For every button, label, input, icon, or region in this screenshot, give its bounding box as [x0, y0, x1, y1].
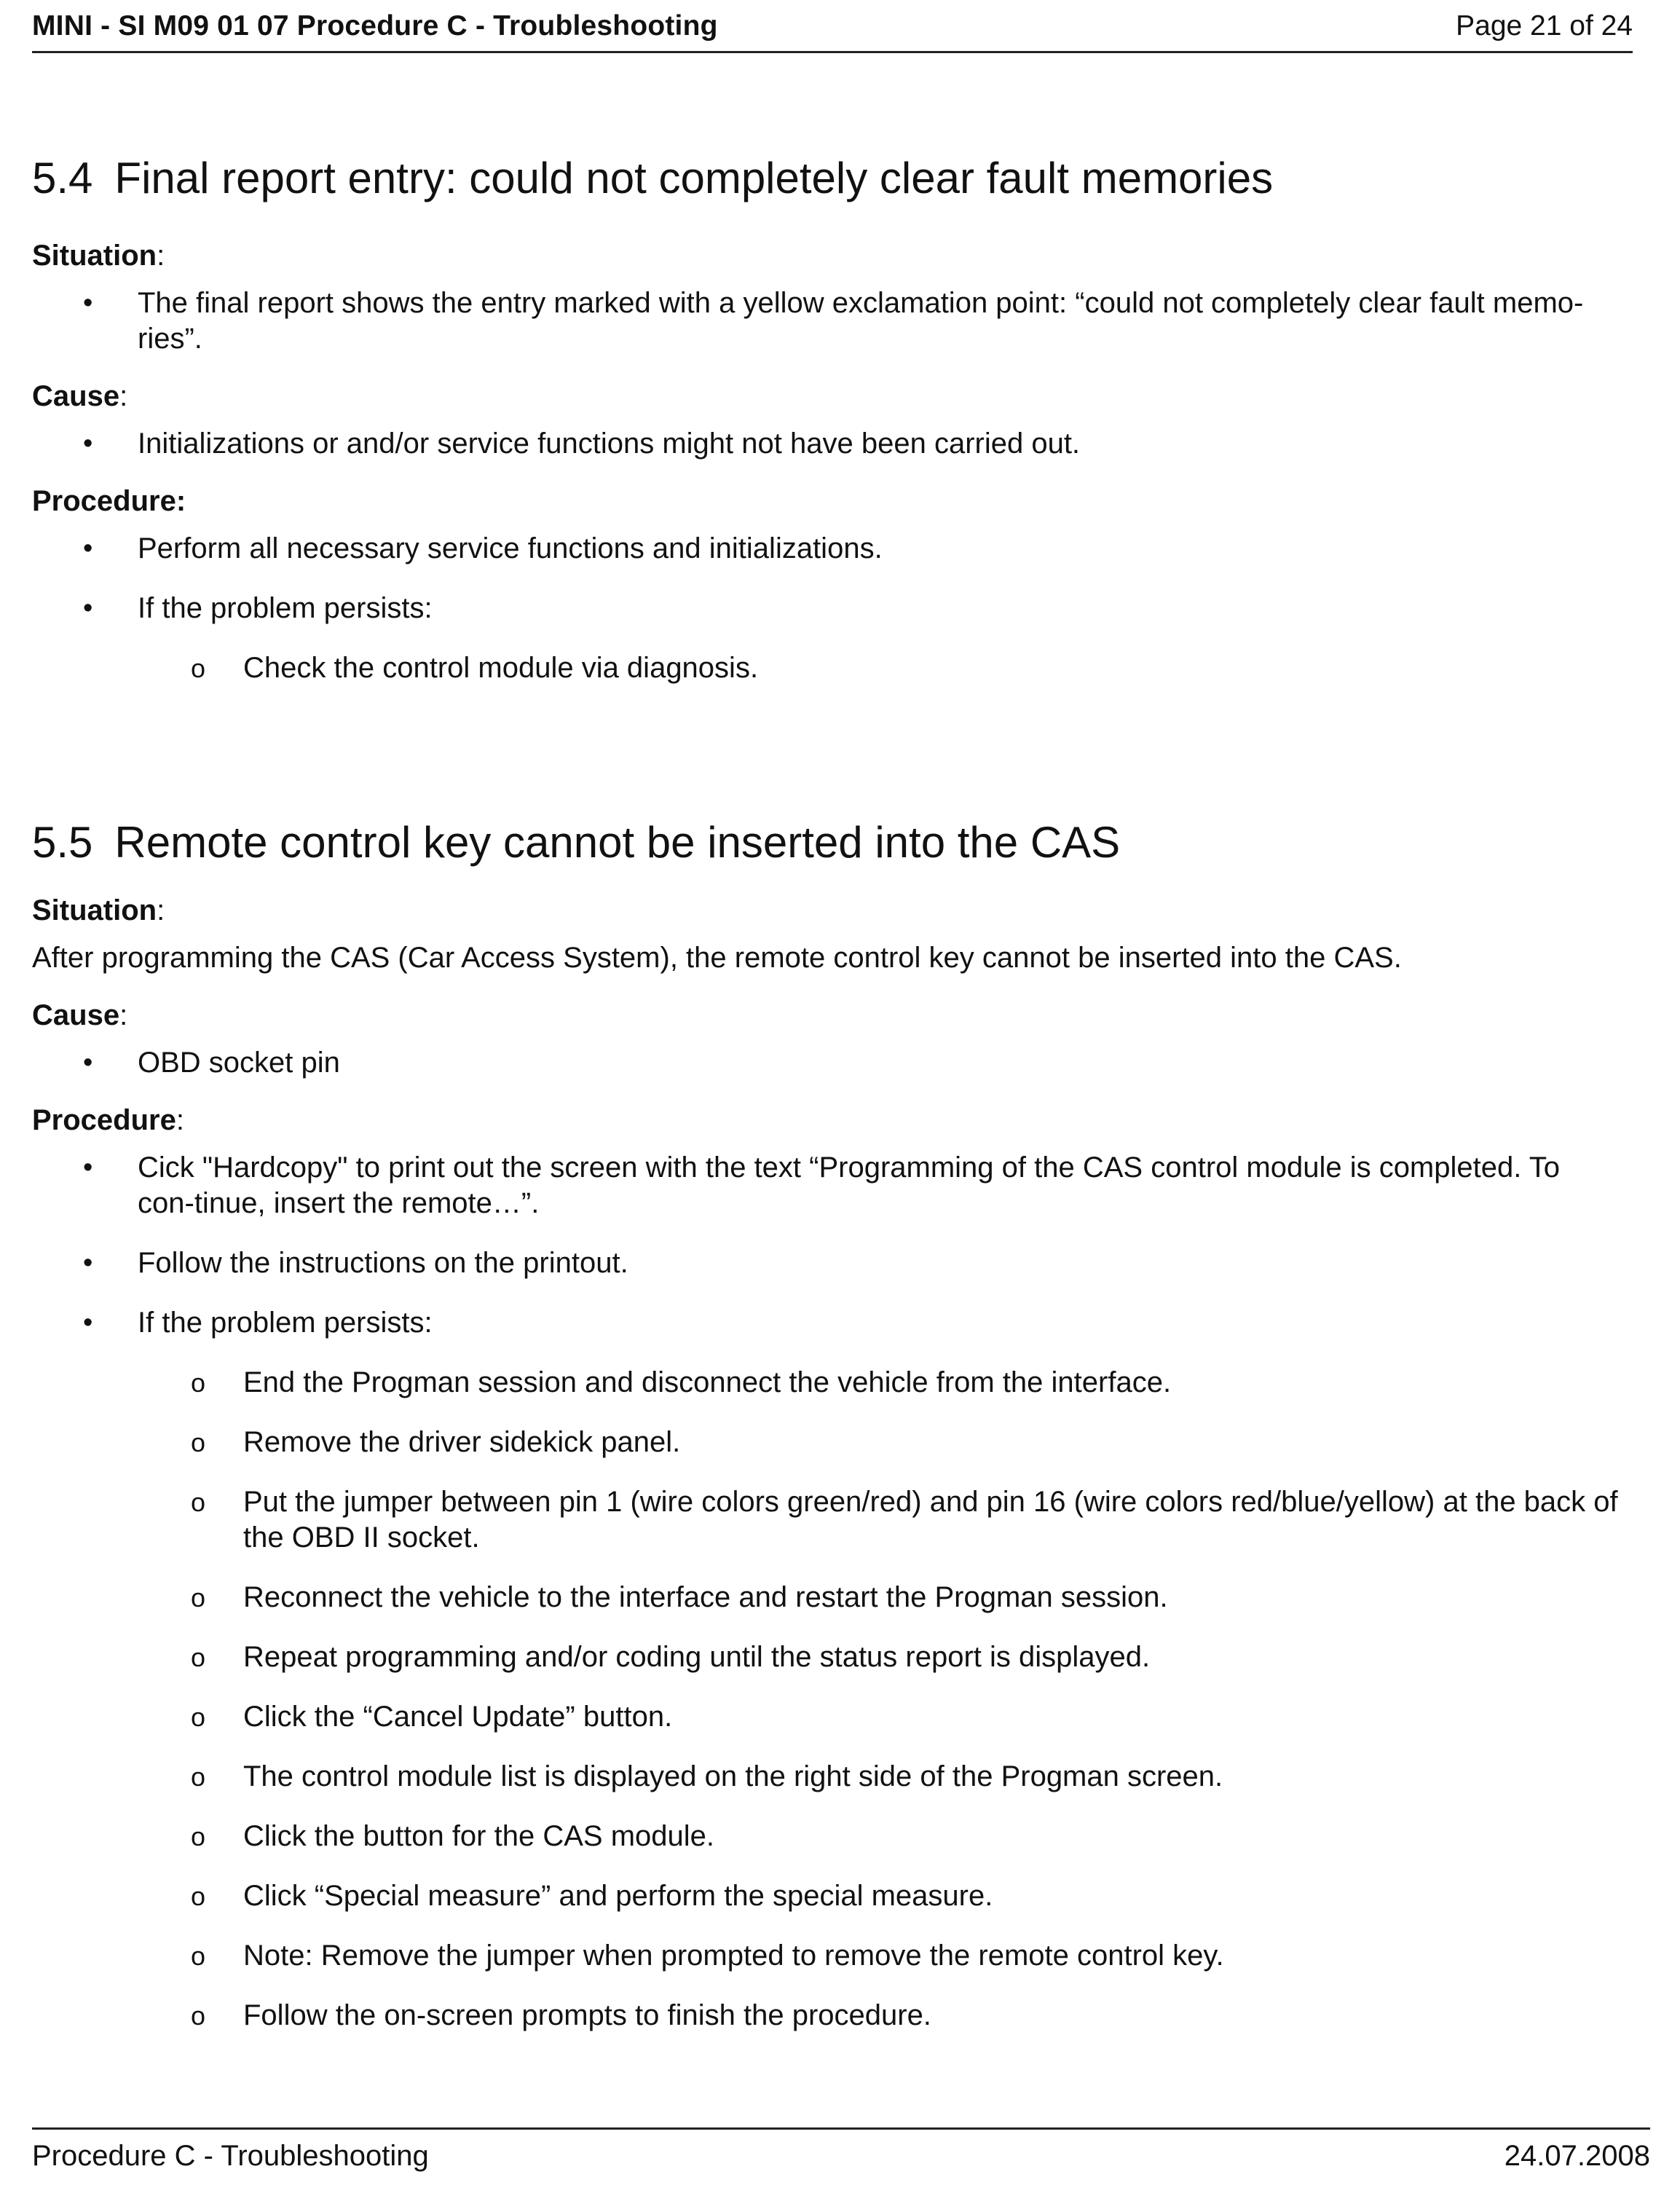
document-title: MINI - SI M09 01 07 Procedure C - Troubleshooting: [32, 10, 718, 42]
list-item: • The final report shows the entry marked with a yellow exclamation point: “could not completely clear fault memo-ries”.: [83, 287, 1584, 355]
list-item: o Check the control module via diagnosis.: [191, 652, 759, 684]
procedure-list: [32, 1150, 1649, 1341]
section-heading-5-5: 5.5 Remote control key cannot be inserted into the CAS: [32, 818, 1121, 867]
page-number: Page 21 of 24: [1456, 10, 1633, 42]
page-footer: [32, 2127, 1650, 2173]
cause-label: Cause:: [32, 380, 128, 412]
procedure-label: Procedure:: [32, 485, 186, 517]
situation-label: Situation:: [32, 894, 165, 926]
section-heading-5-4: 5.4 Final report entry: could not completely clear fault memories: [32, 154, 1274, 202]
list-item: • If the problem persists:: [83, 1307, 433, 1339]
list-item: o Click the “Cancel Update” button.: [191, 1701, 673, 1733]
situation-text: After programming the CAS (Car Access System), the remote control key cannot be inserted into the CAS.: [32, 942, 1402, 974]
procedure-sublist: [32, 650, 1649, 686]
list-item: o Click the button for the CAS module.: [191, 1820, 714, 1852]
situation-list: [32, 286, 1649, 357]
list-item: o Click “Special measure” and perform the special measure.: [191, 1880, 993, 1912]
list-item: • Follow the instructions on the printout.: [83, 1247, 628, 1279]
situation-label: Situation:: [32, 240, 165, 272]
list-item: • Cick "Hardcopy" to print out the screen with the text “Programming of the CAS control module is completed. To con-tinue, insert the remote…”.: [83, 1151, 1560, 1219]
list-item: o The control module list is displayed on the right side of the Progman screen.: [191, 1760, 1223, 1792]
footer-date: 24.07.2008: [1504, 2140, 1650, 2172]
list-item: o Put the jumper between pin 1 (wire colors green/red) and pin 16 (wire colors red/blue/yellow) at the back of the OBD II socket.: [191, 1486, 1618, 1554]
list-item: o Remove the driver sidekick panel.: [191, 1426, 681, 1458]
list-item: • Perform all necessary service functions and initializations.: [83, 532, 883, 564]
list-item: o End the Progman session and disconnect the vehicle from the interface.: [191, 1366, 1172, 1398]
list-item: • If the problem persists:: [83, 592, 433, 624]
list-item: • Initializations or and/or service functions might not have been carried out.: [83, 428, 1081, 460]
footer-document-name: Procedure C - Troubleshooting: [32, 2140, 429, 2172]
list-item: o Repeat programming and/or coding until the status report is displayed.: [191, 1641, 1151, 1673]
page-header: [32, 10, 1633, 53]
procedure-list: [32, 531, 1649, 626]
list-item: o Reconnect the vehicle to the interface and restart the Progman session.: [191, 1581, 1168, 1613]
procedure-label: Procedure:: [32, 1104, 184, 1136]
cause-list: [32, 1045, 1649, 1081]
list-item: • OBD socket pin: [83, 1047, 340, 1079]
list-item: o Note: Remove the jumper when prompted to remove the remote control key.: [191, 1940, 1224, 1972]
page-content: [32, 149, 1649, 2058]
list-item: o Follow the on-screen prompts to finish the procedure.: [191, 1999, 931, 2031]
procedure-sublist: [32, 1365, 1649, 2034]
cause-list: [32, 426, 1649, 462]
cause-label: Cause:: [32, 999, 128, 1031]
